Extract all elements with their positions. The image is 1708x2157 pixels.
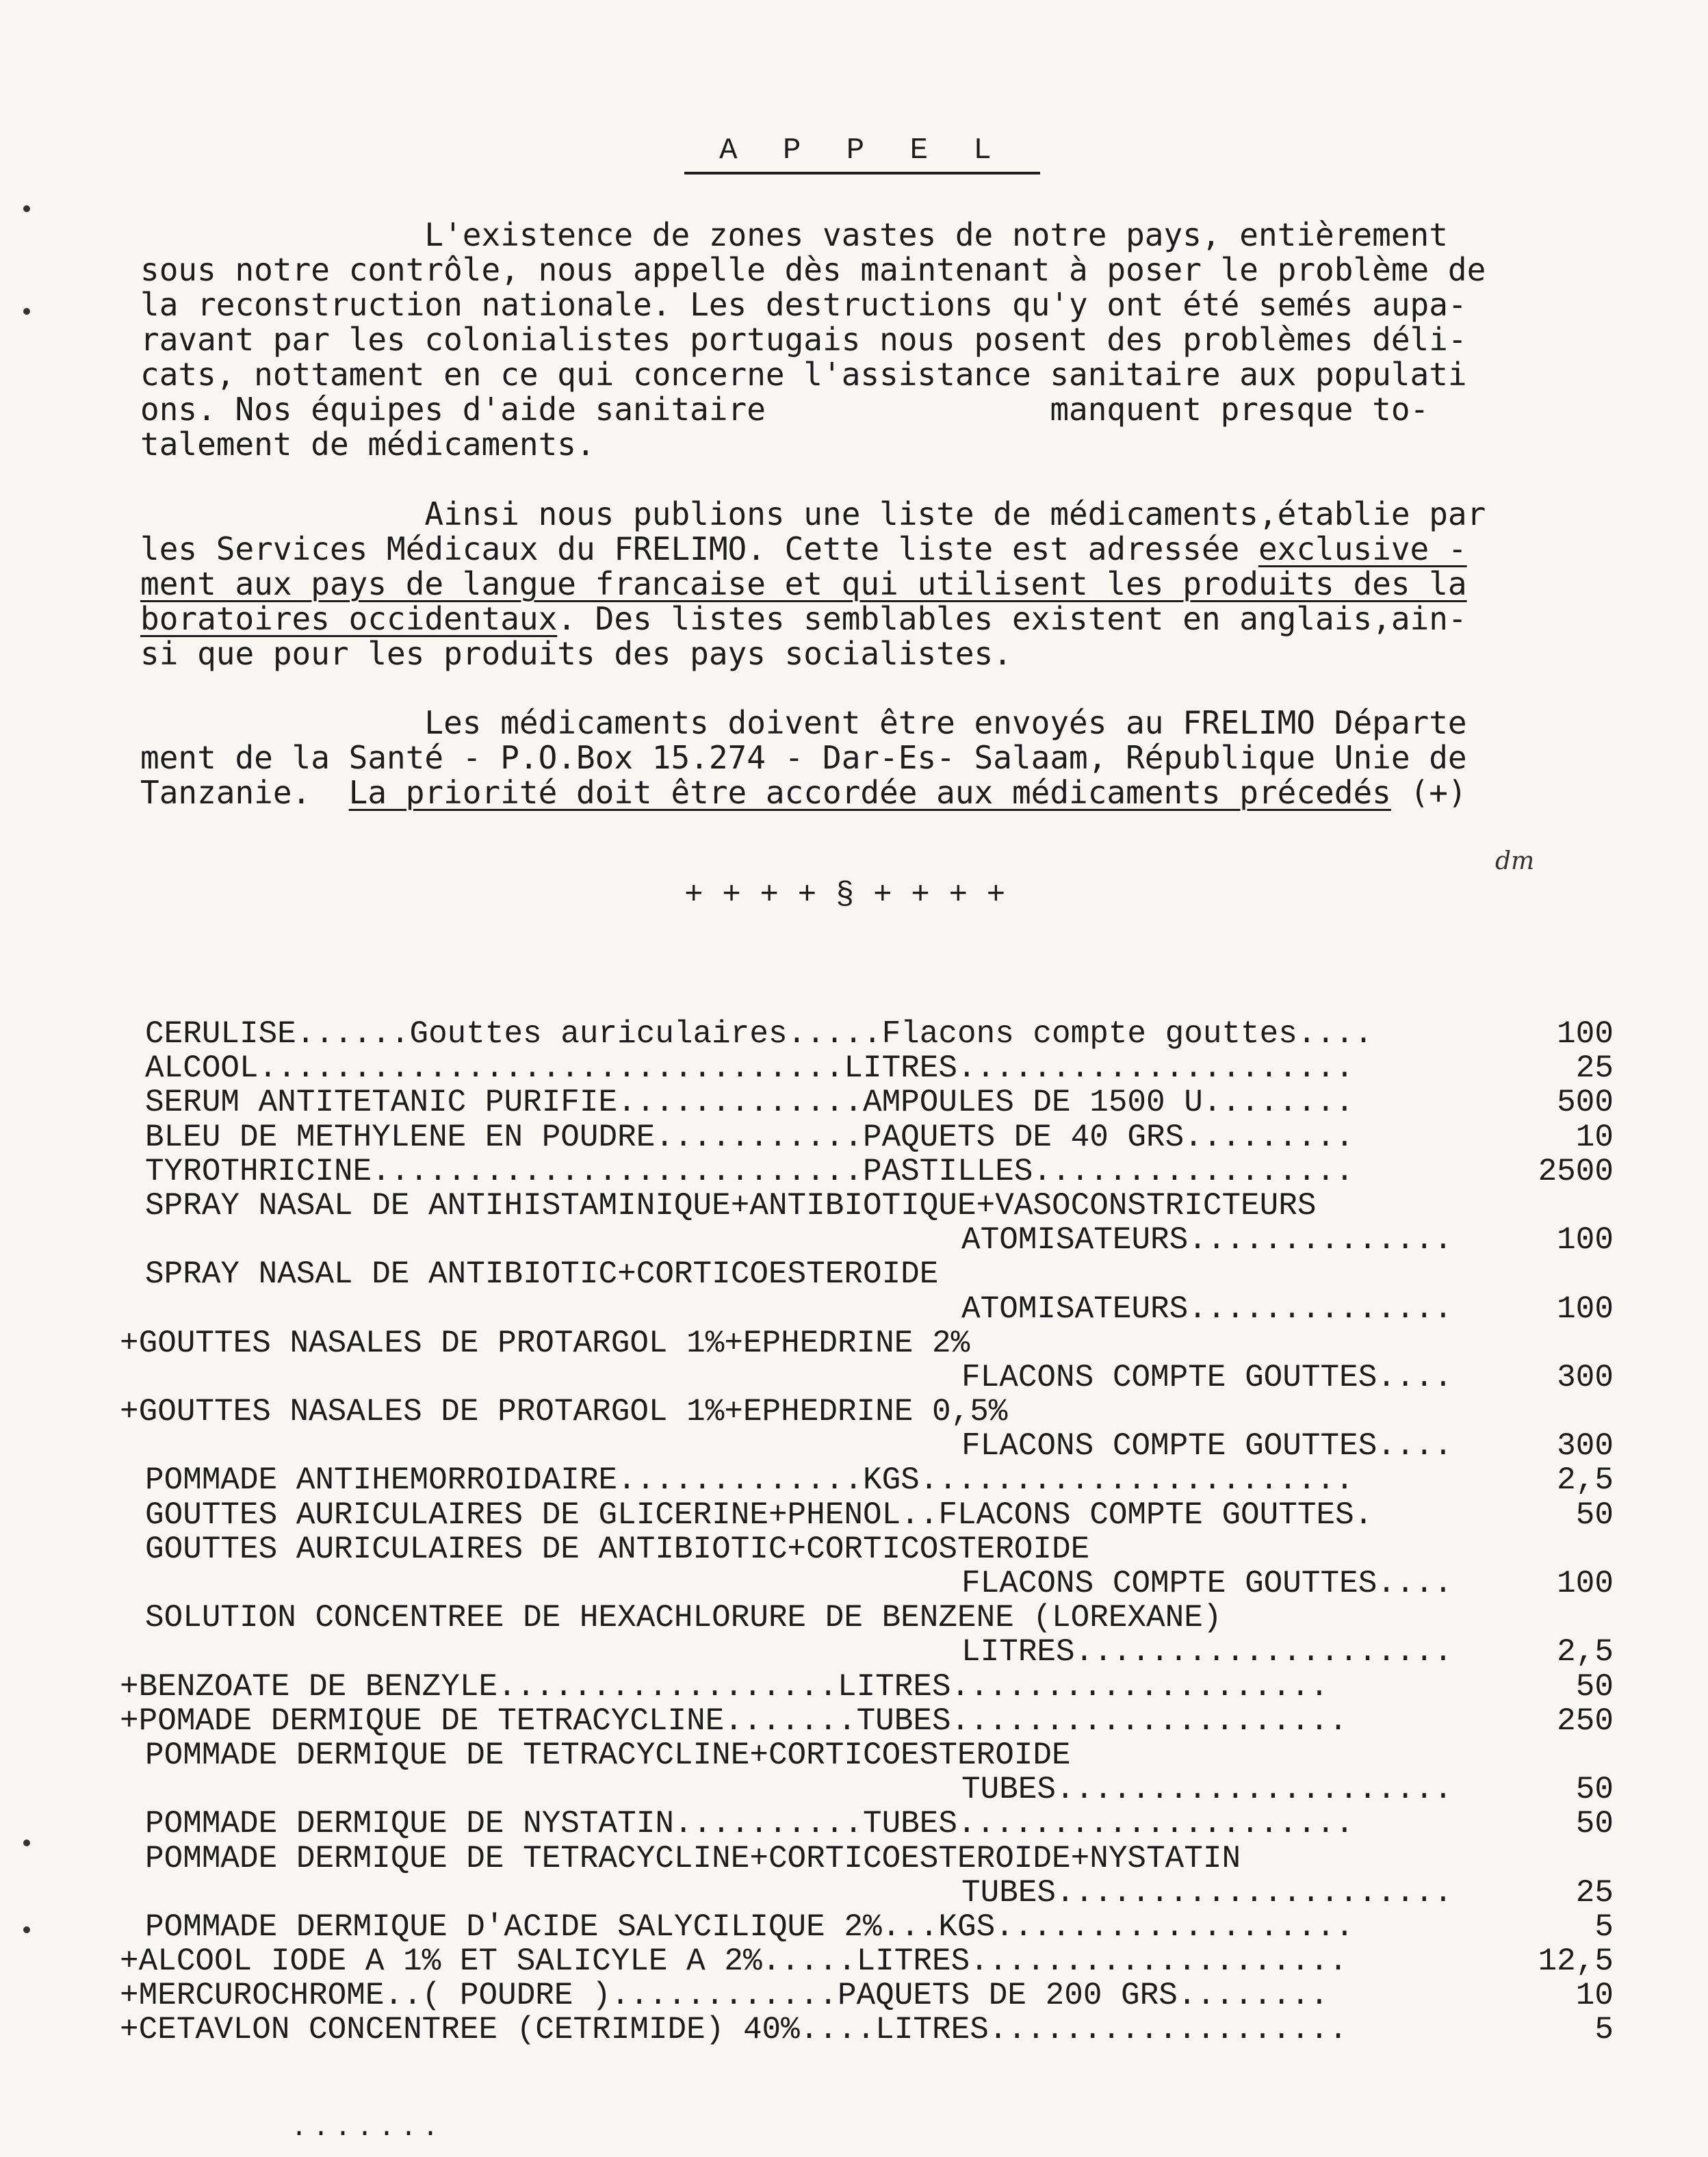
item-quantity: 500	[1557, 1085, 1614, 1121]
item-description: FLACONS COMPTE GOUTTES....	[961, 1359, 1453, 1395]
paragraph-3	[140, 706, 1612, 810]
list-item	[0, 1326, 1708, 1360]
list-item	[0, 1978, 1708, 2013]
item-quantity: 100	[1557, 1566, 1614, 1601]
item-description: FLACONS COMPTE GOUTTES....	[961, 1566, 1453, 1601]
item-description: SPRAY NASAL DE ANTIBIOTIC+CORTICOESTEROIDE	[145, 1256, 939, 1293]
list-item	[0, 1944, 1708, 1978]
item-quantity: 300	[1557, 1359, 1614, 1395]
paragraph-line: si que pour les produits des pays socialistes.	[140, 635, 1012, 672]
item-description: POMMADE DERMIQUE D'ACIDE SALYCILIQUE 2%...KGS...................	[145, 1909, 1354, 1945]
item-description: ATOMISATEURS..............	[961, 1222, 1453, 1258]
paragraph-line: ment aux pays de langue francaise et qui utilisent les produits des la	[140, 565, 1467, 602]
item-description: POMMADE DERMIQUE DE TETRACYCLINE+CORTICOESTEROIDE	[145, 1737, 1071, 1773]
item-description: +CETAVLON CONCENTREE (CETRIMIDE) 40%....LITRES...................	[120, 2012, 1348, 2048]
list-item	[0, 1257, 1708, 1291]
item-quantity: 300	[1557, 1428, 1614, 1464]
item-description: POMMADE DERMIQUE DE NYSTATIN..........TUBES.....................	[145, 1806, 1354, 1842]
list-item	[0, 1635, 1708, 1669]
list-item	[0, 1807, 1708, 1841]
list-item	[0, 1292, 1708, 1326]
item-description: +ALCOOL IODE A 1% ET SALICYLE A 2%.....LITRES....................	[120, 1943, 1348, 1980]
item-quantity: 2,5	[1557, 1462, 1614, 1499]
item-quantity: 2500	[1538, 1153, 1614, 1189]
item-description: POMMADE DERMIQUE DE TETRACYCLINE+CORTICOESTEROIDE+NYSTATIN	[145, 1840, 1241, 1876]
item-description: GOUTTES AURICULAIRES DE GLICERINE+PHENOL..FLACONS COMPTE GOUTTES.	[145, 1497, 1373, 1533]
list-item	[0, 2013, 1708, 2047]
item-quantity: 50	[1575, 1772, 1614, 1808]
item-quantity: 25	[1575, 1050, 1614, 1087]
footer-dots: .......	[291, 2113, 445, 2144]
paragraph-line: ons. Nos équipes d'aide sanitaire manquent presque to-	[140, 391, 1429, 428]
item-quantity: 50	[1575, 1806, 1614, 1842]
item-quantity: 100	[1557, 1291, 1614, 1327]
item-description: TUBES.....................	[961, 1772, 1453, 1808]
item-description: +GOUTTES NASALES DE PROTARGOL 1%+EPHEDRINE 2%	[120, 1325, 970, 1361]
item-description: POMMADE ANTIHEMORROIDAIRE.............KGS.......................	[145, 1462, 1354, 1499]
item-quantity: 100	[1557, 1222, 1614, 1258]
paragraph-line: les Services Médicaux du FRELIMO. Cette liste est adressée exclusive -	[140, 530, 1467, 567]
item-quantity: 25	[1575, 1874, 1614, 1911]
item-quantity: 10	[1575, 1119, 1614, 1155]
item-description: TUBES.....................	[961, 1874, 1453, 1911]
list-item	[0, 1154, 1708, 1189]
item-description: TYROTHRICINE..........................PASTILLES.................	[145, 1153, 1354, 1189]
paragraph-line: L'existence de zones vastes de notre pays, entièrement	[140, 216, 1448, 253]
paragraph-line: talement de médicaments.	[140, 426, 595, 463]
list-item	[0, 1876, 1708, 1910]
item-description: +POMADE DERMIQUE DE TETRACYCLINE.......TUBES.....................	[120, 1703, 1348, 1739]
list-item	[0, 1738, 1708, 1772]
list-item	[0, 1910, 1708, 1944]
item-quantity: 12,5	[1538, 1943, 1614, 1980]
item-description: ALCOOL...............................LITRES.....................	[145, 1050, 1354, 1087]
list-item	[0, 1601, 1708, 1635]
list-item	[0, 1532, 1708, 1566]
list-item	[0, 1498, 1708, 1532]
item-description: BLEU DE METHYLENE EN POUDRE...........PAQUETS DE 40 GRS.........	[145, 1119, 1354, 1155]
paragraph-line: Ainsi nous publions une liste de médicaments,établie par	[140, 495, 1486, 532]
paragraph-2	[140, 497, 1612, 671]
paragraph-line: boratoires occidentaux. Des listes semblables existent en anglais,ain-	[140, 600, 1467, 637]
paragraph-line: sous notre contrôle, nous appelle dès maintenant à poser le problème de	[140, 251, 1486, 288]
item-description: FLACONS COMPTE GOUTTES....	[961, 1428, 1453, 1464]
item-quantity: 5	[1594, 2012, 1614, 2048]
punch-mark	[23, 308, 30, 315]
item-description: GOUTTES AURICULAIRES DE ANTIBIOTIC+CORTICOSTEROIDE	[145, 1531, 1090, 1567]
list-item	[0, 1670, 1708, 1704]
paragraph-1	[140, 218, 1612, 462]
item-description: SERUM ANTITETANIC PURIFIE.............AMPOULES DE 1500 U........	[145, 1085, 1354, 1121]
list-item	[0, 1395, 1708, 1429]
item-quantity: 10	[1575, 1978, 1614, 2014]
paragraph-line: cats, nottament en ce qui concerne l'assistance sanitaire aux populati	[140, 356, 1467, 393]
item-quantity: 2,5	[1557, 1634, 1614, 1670]
list-item	[0, 1120, 1708, 1154]
list-item	[0, 1429, 1708, 1463]
item-quantity: 50	[1575, 1497, 1614, 1533]
item-description: SOLUTION CONCENTREE DE HEXACHLORURE DE BENZENE (LOREXANE)	[145, 1600, 1222, 1636]
list-item	[0, 1223, 1708, 1257]
list-item	[0, 1189, 1708, 1223]
list-item	[0, 1051, 1708, 1085]
section-separator: + + + + § + + + +	[684, 877, 1006, 913]
item-description: CERULISE......Gouttes auriculaires.....Flacons compte gouttes....	[145, 1016, 1373, 1052]
paragraph-line: Les médicaments doivent être envoyés au FRELIMO Départe	[140, 704, 1467, 741]
item-quantity: 5	[1594, 1909, 1614, 1945]
item-quantity: 50	[1575, 1668, 1614, 1705]
item-quantity: 100	[1557, 1016, 1614, 1052]
punch-mark	[23, 205, 30, 212]
paragraph-line: ravant par les colonialistes portugais nous posent des problèmes déli-	[140, 321, 1467, 358]
item-description: +MERCUROCHROME..( POUDRE )............PAQUETS DE 200 GRS........	[120, 1978, 1329, 2014]
page-title: A P P E L	[684, 133, 1040, 175]
list-item	[0, 1360, 1708, 1395]
medication-list	[0, 1017, 1708, 2048]
item-description: +GOUTTES NASALES DE PROTARGOL 1%+EPHEDRINE 0,5%	[120, 1394, 1008, 1430]
list-item	[0, 1085, 1708, 1120]
item-description: +BENZOATE DE BENZYLE..................LITRES....................	[120, 1668, 1329, 1705]
list-item	[0, 1704, 1708, 1738]
handwritten-note: dm	[1495, 847, 1535, 875]
item-quantity: 250	[1557, 1703, 1614, 1739]
paragraph-line: ment de la Santé - P.O.Box 15.274 - Dar-Es- Salaam, République Unie de	[140, 739, 1467, 776]
list-item	[0, 1566, 1708, 1601]
list-item	[0, 1842, 1708, 1876]
list-item	[0, 1772, 1708, 1807]
paragraph-line: la reconstruction nationale. Les destructions qu'y ont été semés aupa-	[140, 286, 1467, 323]
list-item	[0, 1463, 1708, 1497]
list-item	[0, 1017, 1708, 1051]
item-description: LITRES....................	[961, 1634, 1453, 1670]
item-description: ATOMISATEURS..............	[961, 1291, 1453, 1327]
paragraph-line: Tanzanie. La priorité doit être accordée aux médicaments précedés (+)	[140, 774, 1467, 811]
item-description: SPRAY NASAL DE ANTIHISTAMINIQUE+ANTIBIOTIQUE+VASOCONSTRICTEURS	[145, 1187, 1317, 1224]
